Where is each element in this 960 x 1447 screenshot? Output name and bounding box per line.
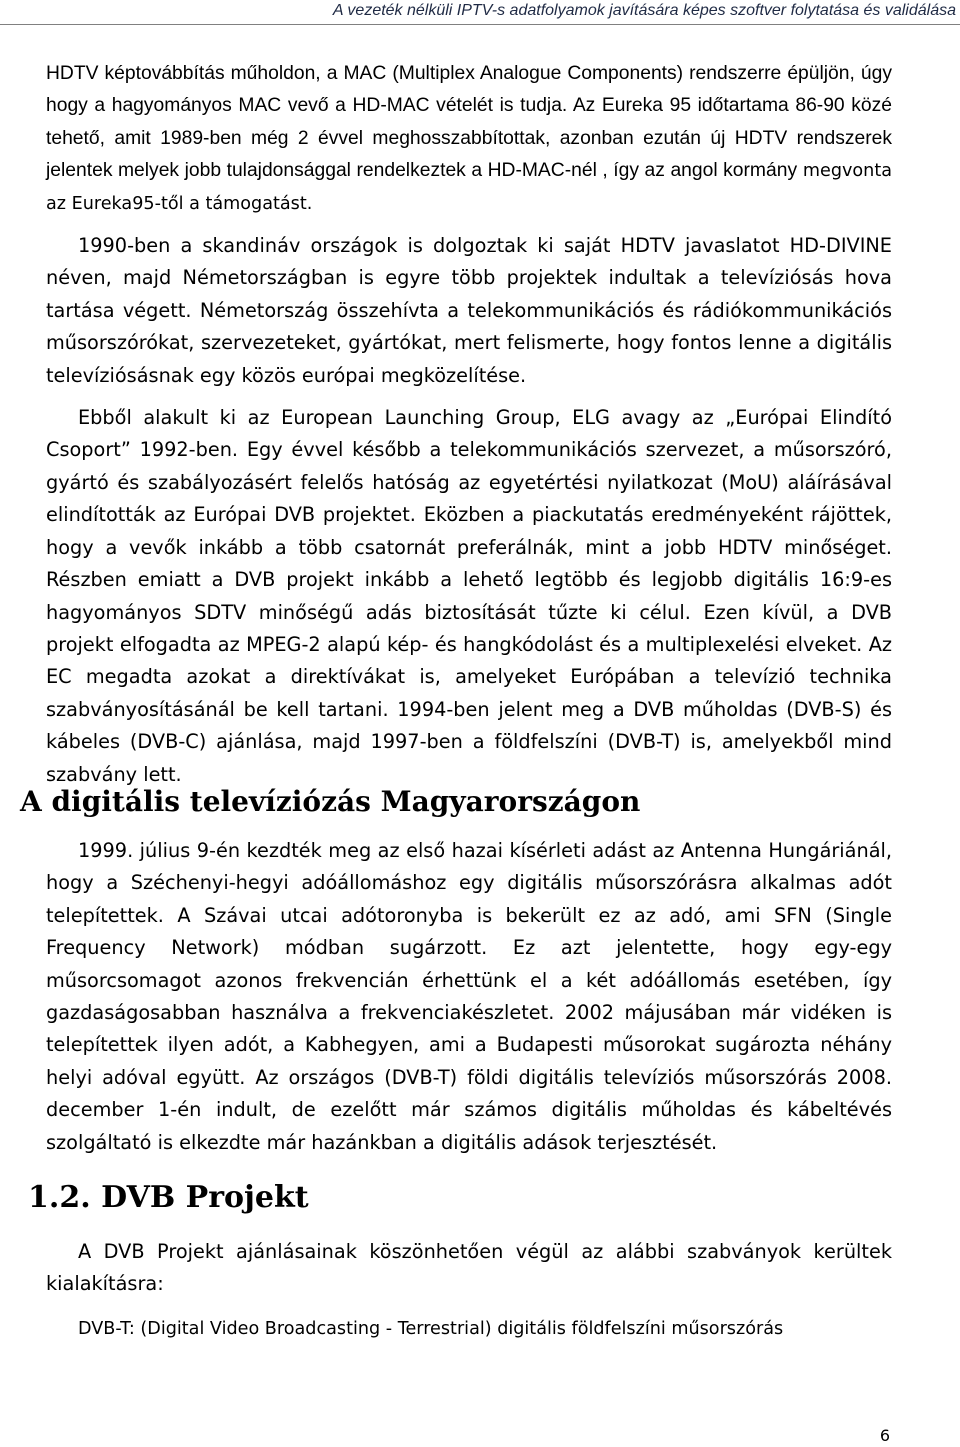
body-top: [46, 58, 892, 791]
body-dvb: [46, 1236, 892, 1301]
paragraph-dvb-intro: A DVB Projekt ajánlásainak köszönhetően végül az alábbi szabványok kerültek kialakításra:: [46, 1240, 892, 1296]
standard-list-item: DVB-T: (Digital Video Broadcasting - Terrestrial) digitális földfelszíni műsorszórás: [78, 1319, 784, 1339]
header-rule: [0, 24, 960, 25]
page-number: 6: [879, 1426, 890, 1445]
section-heading: A digitális televíziózás Magyarországon: [20, 785, 641, 818]
paragraph-eureka: [46, 58, 892, 220]
body-hungary: [46, 835, 892, 1159]
paragraph-elg: Ebből alakult ki az European Launching Group, ELG avagy az „Európai Elindító Csoport” 1992-ben. Egy évvel később a telekommunikációs szervezet, a műsorszóró, gyártó és szabályozásért felelős hatóság az egyetértési nyilatkozat (MoU) aláírásával elindították az Európai DVB projektet. Eközben a piackutatás eredményeként rájöttek, hogy a vevők inkább a több csatornát preferálnák, mint a jobb HDTV minőséget. Részben emiatt a DVB projekt inkább a lehető legtöbb és legjobb digitális 16:9-es hagyományos SDTV minőségű adás biztosítását tűzte ki célul. Ezen kívül, a DVB projekt elfogadta az MPEG-2 alapú kép- és hangkódolást és a multiplexelési elveket. Az EC megadta azokat a direktívákat is, amelyeket Európában a televízió technika szabványosításánál be kell tartani. 1994-ben jelent meg a DVB műholdas (DVB-S) és kábeles (DVB-C) ajánlása, majd 1997-ben a földfelszíni (DVB-T) is, amelyekből mind szabvány lett.: [46, 406, 892, 786]
paragraph-eureka-text: HDTV képtovábbítás műholdon, a MAC (Multiplex Analogue Components) rendszerre épüljön, úgy hogy a hagyományos MAC vevő a HD-MAC vételét is tudja. Az Eureka 95 időtartama 86-90 közé tehető, amit 1989-ben még 2 évvel meghosszabbítottak, azonban ezután új HDTV rendszerek jelentek melyek jobb tulajdonsággal rendelkeztek a HD-MAC-nél , így az angol kormány: [46, 63, 892, 182]
paragraph-hd-divine: 1990-ben a skandináv országok is dolgoztak ki saját HDTV javaslatot HD-DIVINE néven, majd Németországban is egyre több projektek indultak a televíziósás hova tartása végett. Németország összehívta a telekommunikációs és rádiókommunikációs műsorszórókat, szervezeteket, gyártókat, mert felismerte, hogy fontos lenne a digitális televíziósásnak egy közös európai megközelítése.: [46, 234, 892, 387]
paragraph-hungary: 1999. július 9-én kezdték meg az első hazai kísérleti adást az Antenna Hungáriánál, hogy a Széchenyi-hegyi adóállomáshoz egy digitális műsorszórásra alkalmas adót telepítettek. A Szávai utcai adótoronyba is bekerült ez az adó, ami SFN (Single Frequency Network) módban sugárzott. Ez azt jelentette, hogy egy-egy műsorcsomagot azonos frekvencián érhettünk el a két adóállomás esetében, így gazdaságosabban használva a frekvenciakészletet. 2002 májusában már vidéken is telepítettek ilyen adót, a Kabhegyen, ami a Budapesti műsorokat sugározta néhány helyi adóval együtt. Az országos (DVB-T) földi digitális televíziós műsorszórás 2008. december 1-én indult, de ezelőtt már számos digitális műholdas és kábeltévés szolgáltató is elkezdte már hazánkban a digitális adások terjesztését.: [46, 839, 892, 1154]
subsection-heading: 1.2. DVB Projekt: [28, 1180, 309, 1215]
paragraph-eureka-tail: megvonta az Eureka95-től a támogatást.: [46, 161, 893, 214]
running-header: A vezeték nélküli IPTV-s adatfolyamok javítására képes szoftver folytatása és validálása: [332, 2, 956, 19]
